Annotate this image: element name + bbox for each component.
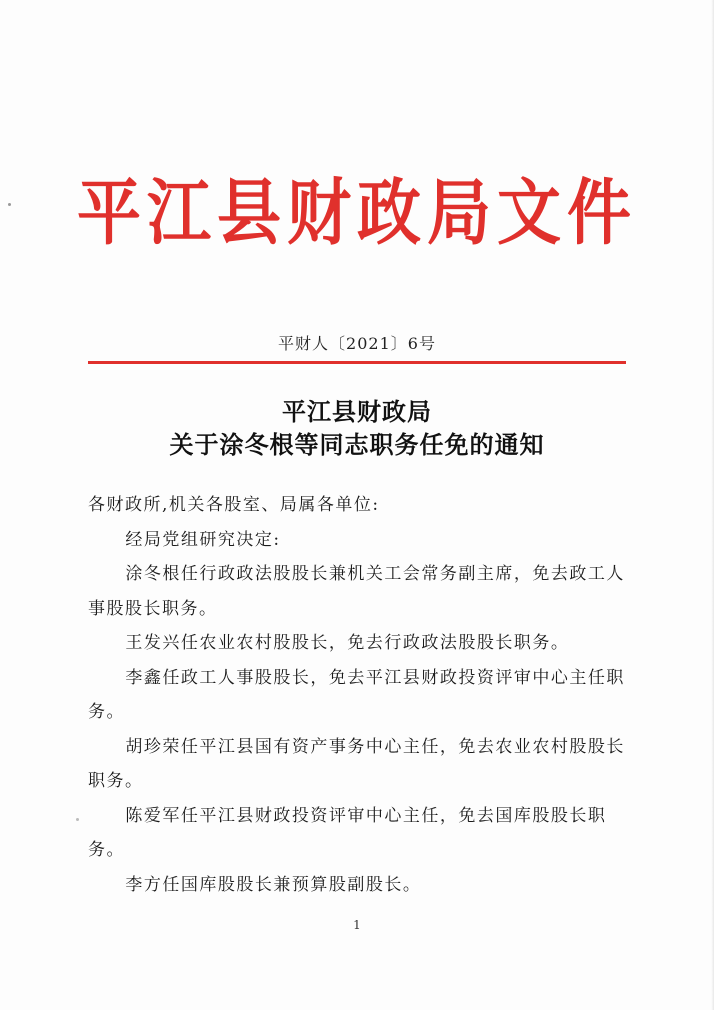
document-number: 平财人〔2021〕6号 — [278, 334, 436, 353]
paragraph-appointment: 陈爱军任平江县财政投资评审中心主任，免去国库股股长职务。 — [88, 805, 607, 860]
document-body — [88, 488, 628, 902]
document-title-line-2: 关于涂冬根等同志职务任免的通知 — [169, 430, 545, 459]
paragraph-appointment: 王发兴任农业农村股股长，免去行政政法股股长职务。 — [125, 633, 570, 653]
page-number: 1 — [353, 918, 361, 932]
paragraph-appointment: 胡珍荣任平江县国有资产事务中心主任，免去农业农村股股长职务。 — [88, 736, 625, 791]
salutation: 各财政所,机关各股室、局属各单位: — [88, 495, 380, 515]
scan-speck — [8, 203, 11, 206]
red-divider — [88, 361, 626, 364]
paragraph-appointment: 涂冬根任行政政法股股长兼机关工会常务副主席，免去政工人事股股长职务。 — [88, 564, 625, 619]
paragraph-appointment: 李方任国库股股长兼预算股副股长。 — [125, 874, 422, 895]
document-masthead: 平江县财政局文件 — [77, 171, 637, 256]
document-title-line-1: 平江县财政局 — [282, 397, 432, 426]
paragraph-appointment: 李鑫任政工人事股股长，免去平江县财政投资评审中心主任职务。 — [88, 667, 625, 722]
scan-speck — [76, 818, 79, 821]
paragraph-decision: 经局党组研究决定: — [125, 529, 281, 550]
